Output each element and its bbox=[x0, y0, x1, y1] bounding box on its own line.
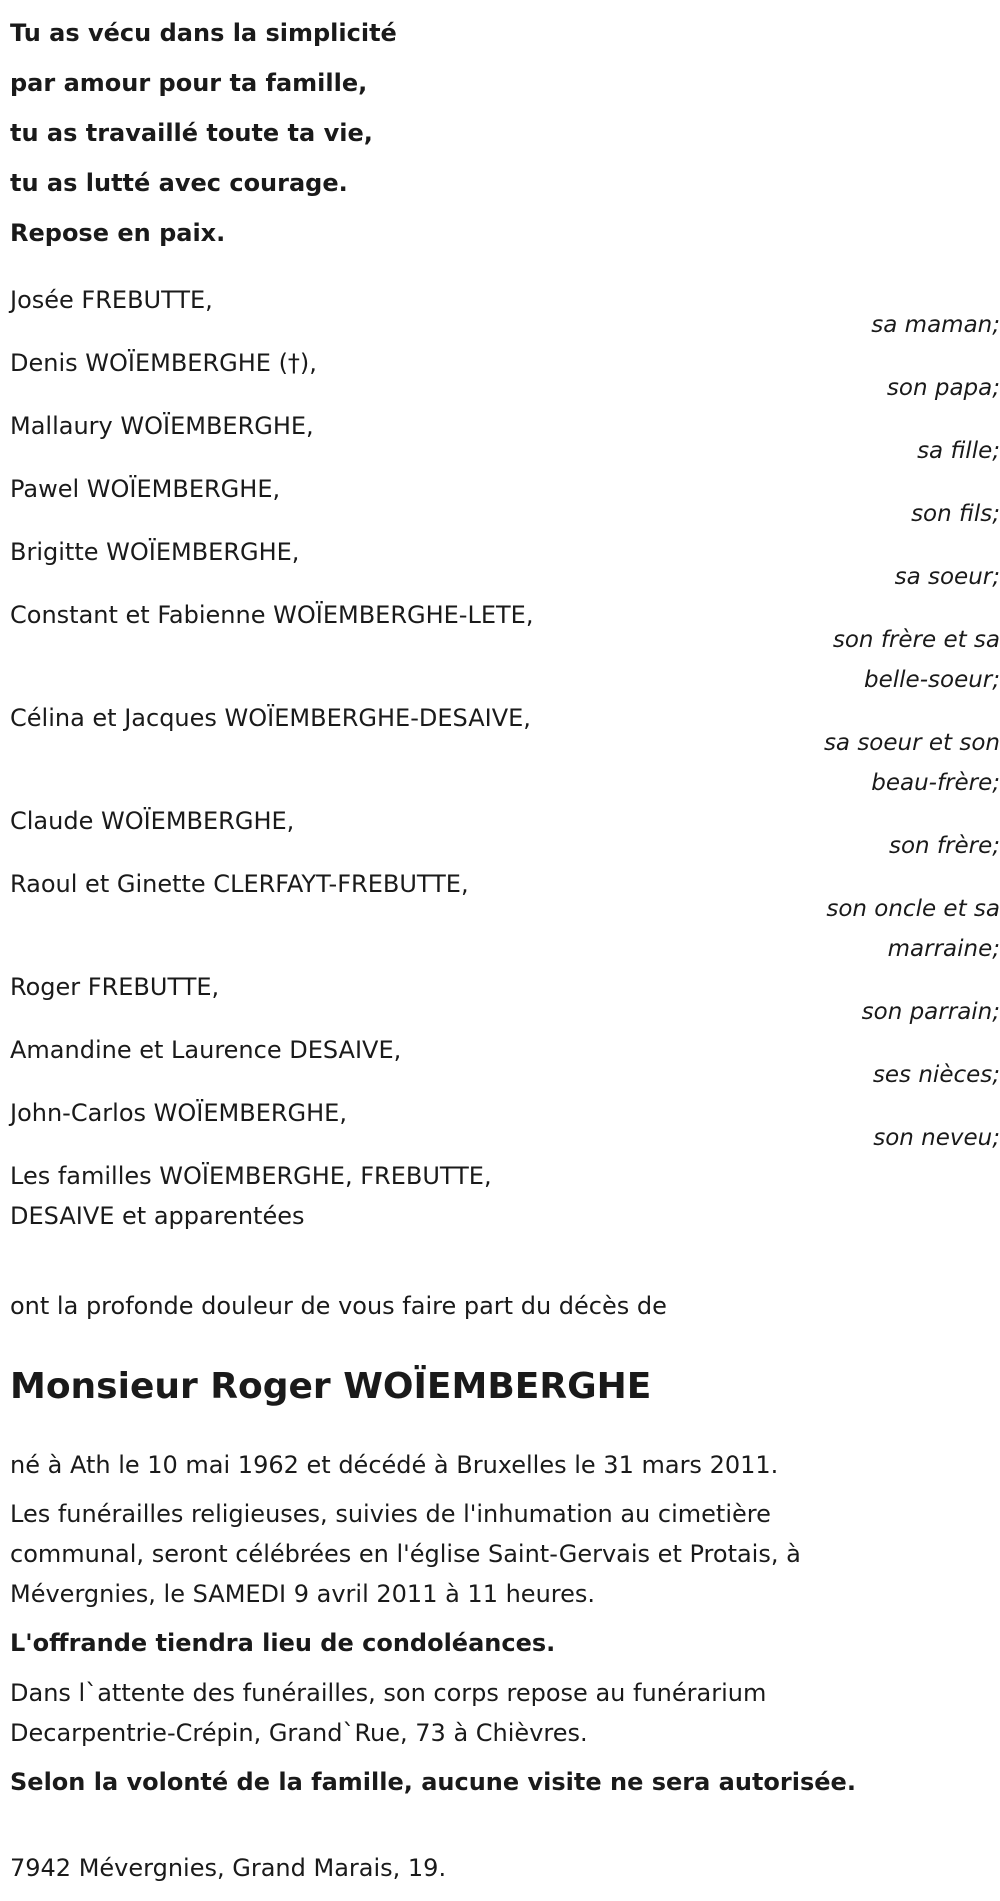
family-member-name: Josée FREBUTTE, bbox=[10, 286, 213, 314]
funeral-line: Mévergnies, le SAMEDI 9 avril 2011 à 11 heures. bbox=[10, 1580, 596, 1608]
family-member-role: son fils; bbox=[911, 501, 1000, 527]
family-row bbox=[10, 595, 1000, 698]
poem-line: Repose en paix. bbox=[10, 219, 226, 247]
poem-line: tu as travaillé toute ta vie, bbox=[10, 119, 373, 147]
funeral-line: Les funérailles religieuses, suivies de l'inhumation au cimetière bbox=[10, 1500, 771, 1528]
family-list bbox=[10, 280, 1000, 1236]
family-row bbox=[10, 967, 1000, 1030]
family-row bbox=[10, 1093, 1000, 1156]
family-member-name: DESAIVE et apparentées bbox=[10, 1202, 305, 1230]
family-row bbox=[10, 1030, 1000, 1093]
repose-line: Decarpentrie-Crépin, Grand`Rue, 73 à Chièvres. bbox=[10, 1719, 588, 1747]
poem bbox=[10, 8, 397, 258]
family-member-name: Raoul et Ginette CLERFAYT-FREBUTTE, bbox=[10, 870, 469, 898]
announcement: ont la profonde douleur de vous faire part du décès de bbox=[10, 1292, 667, 1320]
funeral-details bbox=[10, 1494, 801, 1614]
family-member-role: sa fille; bbox=[917, 438, 1000, 464]
family-member-name: Denis WOÏEMBERGHE (†), bbox=[10, 349, 317, 377]
family-member-role: ses nièces; bbox=[872, 1062, 1000, 1088]
repose-details bbox=[10, 1673, 766, 1753]
family-row bbox=[10, 801, 1000, 864]
family-member-role: sa maman; bbox=[871, 312, 1000, 338]
family-member-role: sa soeur et son beau-frère; bbox=[823, 730, 1000, 796]
poem-line: tu as lutté avec courage. bbox=[10, 169, 348, 197]
poem-line: Tu as vécu dans la simplicité bbox=[10, 19, 397, 47]
family-member-name: Brigitte WOÏEMBERGHE, bbox=[10, 538, 300, 566]
family-member-name: Pawel WOÏEMBERGHE, bbox=[10, 475, 281, 503]
family-member-name: Célina et Jacques WOÏEMBERGHE-DESAIVE, bbox=[10, 704, 531, 732]
funeral-line: communal, seront célébrées en l'église Saint-Gervais et Protais, à bbox=[10, 1540, 801, 1568]
family-member-name: Les familles WOÏEMBERGHE, FREBUTTE, bbox=[10, 1162, 492, 1190]
family-member-name: Claude WOÏEMBERGHE, bbox=[10, 807, 295, 835]
family-row bbox=[10, 343, 1000, 406]
birth-death: né à Ath le 10 mai 1962 et décédé à Bruxelles le 31 mars 2011. bbox=[10, 1451, 779, 1479]
family-member-role: sa soeur; bbox=[894, 564, 1000, 590]
family-row bbox=[10, 532, 1000, 595]
family-row bbox=[10, 864, 1000, 967]
family-member-name: John-Carlos WOÏEMBERGHE, bbox=[10, 1099, 347, 1127]
family-member-role: son neveu; bbox=[873, 1125, 1000, 1151]
family-member-role: son parrain; bbox=[861, 999, 1000, 1025]
family-member-name: Mallaury WOÏEMBERGHE, bbox=[10, 412, 314, 440]
family-member-role: son papa; bbox=[886, 375, 1000, 401]
offering-note: L'offrande tiendra lieu de condoléances. bbox=[10, 1629, 556, 1657]
address: 7942 Mévergnies, Grand Marais, 19. bbox=[10, 1854, 447, 1882]
family-member-role: son frère; bbox=[888, 833, 1000, 859]
family-row bbox=[10, 1156, 1000, 1236]
family-row bbox=[10, 698, 1000, 801]
family-row bbox=[10, 280, 1000, 343]
family-member-role: son frère et sa belle-soeur; bbox=[832, 627, 1000, 693]
poem-line: par amour pour ta famille, bbox=[10, 69, 368, 97]
family-member-role: son oncle et sa marraine; bbox=[826, 896, 1000, 962]
family-member-name: Constant et Fabienne WOÏEMBERGHE-LETE, bbox=[10, 601, 534, 629]
family-member-name: Roger FREBUTTE, bbox=[10, 973, 220, 1001]
repose-line: Dans l`attente des funérailles, son corps repose au funérarium bbox=[10, 1679, 767, 1707]
family-member-name: Amandine et Laurence DESAIVE, bbox=[10, 1036, 402, 1064]
visits-note: Selon la volonté de la famille, aucune visite ne sera autorisée. bbox=[10, 1768, 856, 1796]
family-row bbox=[10, 406, 1000, 469]
deceased-name: Monsieur Roger WOÏEMBERGHE bbox=[10, 1366, 652, 1407]
family-row bbox=[10, 469, 1000, 532]
